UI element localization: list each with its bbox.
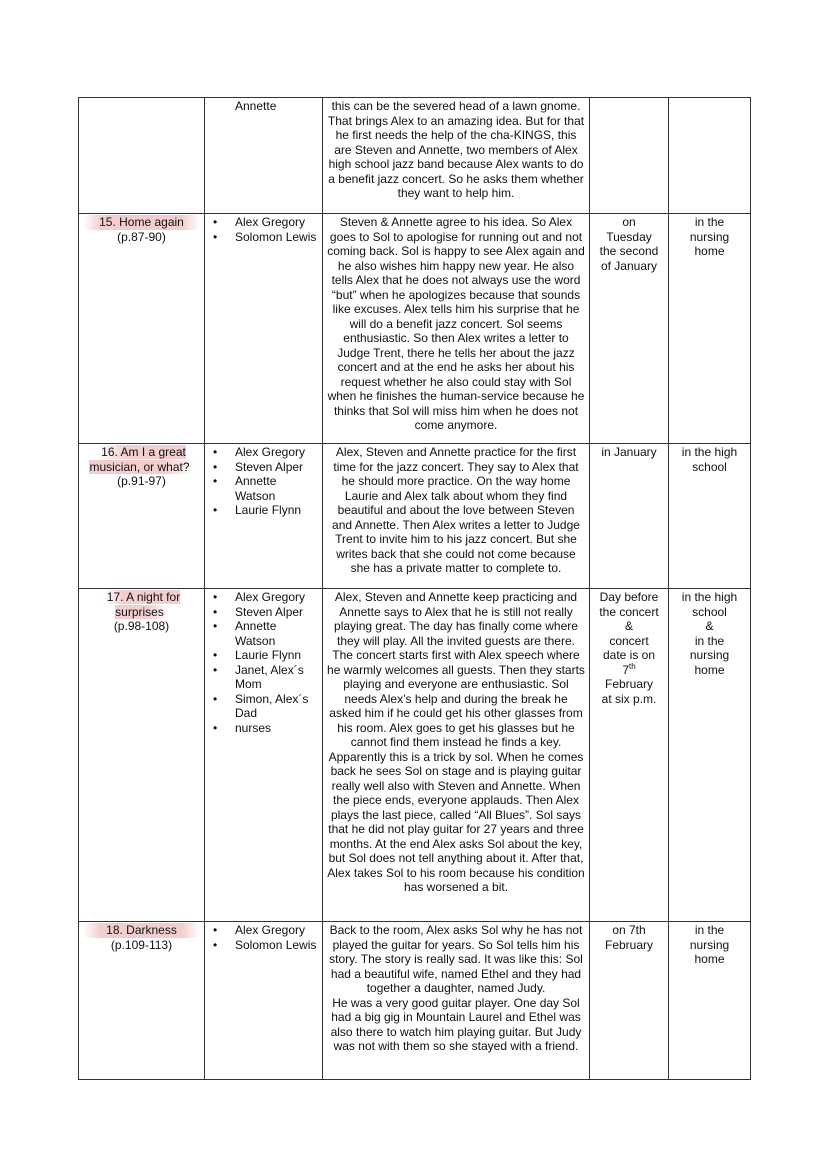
character-item: • Alex Gregory bbox=[209, 590, 318, 605]
when-line: Tuesday bbox=[606, 229, 652, 244]
summary-cell: Alex, Steven and Annette keep practicing and Annette says to Alex that he is still not really playing great. The day has finally come where they will play. All the invited guests are there. The concert starts first with Alex speech where he warmly welcomes all guests. Then they starts playing and everyone are enthusiastic. Sol needs Alex’s help and during the break he asked him if he could get his other glasses from his room. Alex goes to get his glasses but he cannot find them instead he finds a key. Apparently this is a trick by sol. When he comes back he sees Sol on stage and is playing guitar really well also with Steven and Annette. When the piece ends, everyone applauds. Then Alex plays the last piece, called “All Blues”. Sol says that he did not play guitar for 27 years and three months. At the end Alex asks Sol about the key, but Sol does not tell anything about it. After that, Alex takes Sol to his room because his condition has worsened a bit. bbox=[323, 589, 590, 922]
chapter-cell bbox=[79, 98, 205, 214]
character-item: • Alex Gregory bbox=[209, 923, 318, 938]
when-cell bbox=[590, 98, 669, 214]
summary-cell: Steven & Annette agree to his idea. So Alex goes to Sol to apologise for running out and not coming back. Sol is happy to see Alex again and he also wishes him happy new year. He also tells Alex that he does not always use the word “but” when he apologizes because that sounds like excuses. Alex tells him his surprise that he will do a benefit jazz concert. Sol seems enthusiastic. So then Alex writes a letter to Judge Trent, there he tells her about the jazz concert and at the end he asks her about his request whether he also could stay with Sol when he finishes the human-service because he thinks that Sol will miss him when he does not come anymore. bbox=[323, 214, 590, 444]
when-cell bbox=[590, 922, 669, 1080]
characters-cell bbox=[205, 98, 323, 214]
summary-paragraph: Back to the room, Alex asks Sol why he has not played the guitar for years. So Sol tells him his story. The story is really sad. It was like this: Sol had a beautiful wife, named Ethel and they had together a daughter, named Judy. bbox=[329, 923, 583, 995]
when-cell bbox=[590, 589, 669, 922]
character-name: Annette bbox=[235, 99, 277, 113]
chapter-title: 15. Home again bbox=[83, 215, 200, 230]
character-item: • Laurie Flynn bbox=[209, 648, 318, 663]
character-item: • Alex Gregory bbox=[209, 215, 318, 230]
character-item: • Simon, Alex´s Dad bbox=[209, 692, 318, 721]
summary-cell: this can be the severed head of a lawn gnome. That brings Alex to an amazing idea. But for that he first needs the help of the cha-KINGS, this are Steven and Annette, two members of Alex high school jazz band because Alex wants to do a benefit jazz concert. So he asks them whether they want to help him. bbox=[323, 98, 590, 214]
chapter-cell bbox=[79, 214, 205, 444]
where-line: nursing bbox=[689, 648, 730, 662]
table-row bbox=[79, 214, 751, 444]
where-line: home bbox=[694, 662, 725, 677]
chapter-cell bbox=[79, 922, 205, 1080]
chapter-title: 17. A night for surprises bbox=[103, 590, 180, 619]
character-item: • Janet, Alex´s Mom bbox=[209, 663, 318, 692]
chapter-pages: (p.87-90) bbox=[117, 229, 166, 244]
where-cell bbox=[669, 98, 751, 214]
ordinal-suffix: th bbox=[629, 661, 636, 671]
where-line: in the bbox=[694, 633, 725, 648]
where-cell bbox=[669, 444, 751, 589]
table-row bbox=[79, 98, 751, 214]
where-cell bbox=[669, 589, 751, 922]
where-line: in the bbox=[694, 215, 725, 229]
where-line: & bbox=[705, 619, 714, 633]
chapter-cell bbox=[79, 444, 205, 589]
character-item: • nurses bbox=[209, 721, 318, 736]
chapter-title: 18. Darkness bbox=[83, 923, 200, 938]
table-row bbox=[79, 444, 751, 589]
chapter-table bbox=[78, 97, 751, 1080]
character-item: • Annette Watson bbox=[209, 474, 318, 503]
when-line: of January bbox=[600, 258, 658, 273]
where-line: school bbox=[692, 604, 727, 619]
characters-cell bbox=[205, 444, 323, 589]
when-cell bbox=[590, 214, 669, 444]
character-item: • Laurie Flynn bbox=[209, 503, 318, 518]
when-line: & bbox=[624, 619, 633, 633]
when-line: concert bbox=[609, 633, 649, 648]
when-line: on bbox=[622, 215, 636, 229]
when-line: date is on bbox=[602, 648, 656, 662]
chapter-pages: (p.109-113) bbox=[110, 937, 173, 952]
where-cell bbox=[669, 214, 751, 444]
chapter-cell bbox=[79, 589, 205, 922]
when-line: February bbox=[604, 937, 654, 952]
chapter-pages: (p.91-97) bbox=[117, 474, 166, 488]
character-item: • Solomon Lewis bbox=[209, 230, 318, 245]
where-line: home bbox=[694, 244, 725, 258]
when-line: the concert bbox=[599, 604, 659, 619]
where-line: in the bbox=[694, 923, 725, 937]
where-line: in the high bbox=[681, 590, 738, 604]
chapter-pages: (p.98-108) bbox=[113, 619, 170, 633]
when-cell bbox=[590, 444, 669, 589]
when-line: in January bbox=[601, 445, 657, 459]
summary-paragraph: He was a very good guitar player. One day Sol had a big gig in Mountain Laurel and Ethel was also there to watch him playing guitar. But Judy was not with them so she stayed with a friend. bbox=[330, 995, 582, 1053]
where-line: school bbox=[692, 459, 727, 474]
character-item: • Solomon Lewis bbox=[209, 938, 318, 953]
when-line: on 7th bbox=[612, 923, 646, 937]
character-item: • Annette Watson bbox=[209, 619, 318, 648]
characters-cell bbox=[205, 214, 323, 444]
character-item: • Steven Alper bbox=[209, 605, 318, 620]
table-row bbox=[79, 922, 751, 1080]
when-line: Day before bbox=[599, 590, 659, 604]
when-line: February bbox=[604, 677, 654, 691]
when-line bbox=[594, 663, 664, 678]
table-row bbox=[79, 589, 751, 922]
characters-cell bbox=[205, 922, 323, 1080]
character-item: • Steven Alper bbox=[209, 460, 318, 475]
character-item: • Alex Gregory bbox=[209, 445, 318, 460]
where-line: home bbox=[694, 952, 725, 966]
where-line: nursing bbox=[689, 229, 730, 244]
when-line: the second bbox=[599, 244, 659, 258]
when-line: at six p.m. bbox=[601, 691, 657, 706]
where-line: nursing bbox=[689, 937, 730, 952]
chapter-title: 16. Am I a great musician, or what? bbox=[89, 445, 193, 474]
summary-cell bbox=[323, 922, 590, 1080]
characters-cell bbox=[205, 589, 323, 922]
day-number: 7 bbox=[622, 662, 629, 677]
where-line: in the high bbox=[681, 445, 738, 459]
summary-cell: Alex, Steven and Annette practice for the first time for the jazz concert. They say to Alex that he should more practice. On the way home Laurie and Alex talk about whom they find beautiful and about the love between Steven and Annette. Then Alex writes a letter to Judge Trent to invite him to his jazz concert. But she writes back that she could not come because she has a private matter to complete to. bbox=[323, 444, 590, 589]
where-cell bbox=[669, 922, 751, 1080]
